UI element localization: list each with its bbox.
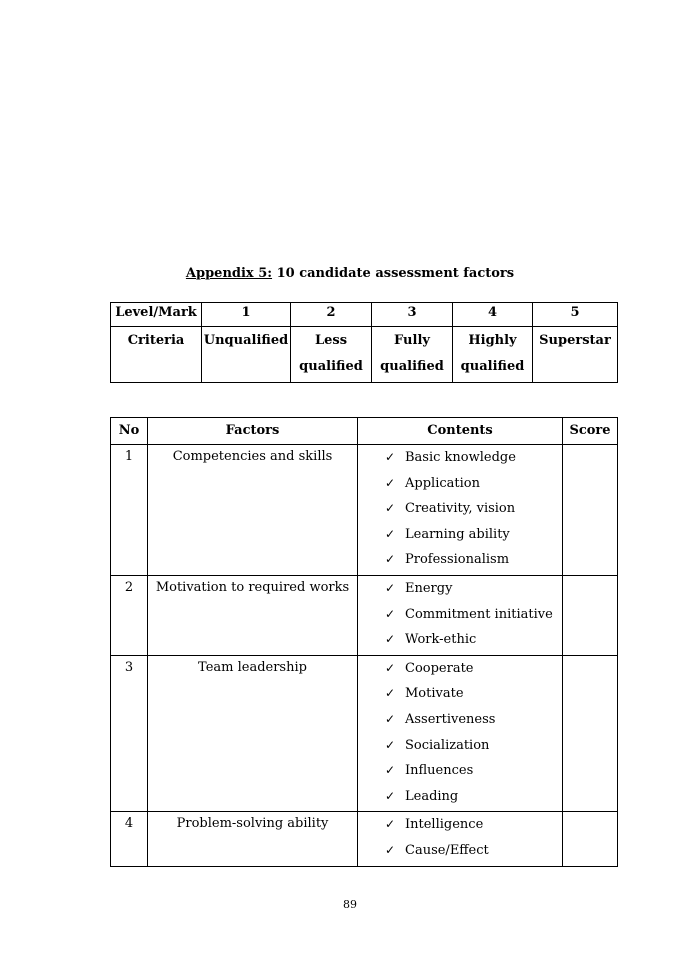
level-cell: 2 xyxy=(291,303,372,327)
content-item-text: Assertiveness xyxy=(405,711,496,727)
table-header-row xyxy=(111,418,618,445)
checkmark-icon: ✓ xyxy=(385,711,396,726)
list-item xyxy=(385,602,562,628)
content-item-text: Basic knowledge xyxy=(405,450,516,465)
table-row xyxy=(111,655,618,812)
checkmark-icon: ✓ xyxy=(385,580,396,595)
criteria-cell: Less qualified xyxy=(291,327,372,383)
contents-list xyxy=(358,445,562,575)
factor-contents xyxy=(358,655,563,812)
assessment-factors-table xyxy=(110,417,618,867)
factor-name: Problem-solving ability xyxy=(148,812,358,866)
factor-number: 2 xyxy=(111,575,148,655)
table-row xyxy=(111,575,618,655)
checkmark-icon: ✓ xyxy=(385,526,396,541)
list-item xyxy=(385,812,562,838)
table-row xyxy=(111,445,618,576)
factor-contents xyxy=(358,575,563,655)
checkmark-icon: ✓ xyxy=(385,842,396,857)
checkmark-icon: ✓ xyxy=(385,606,396,621)
header-score: Score xyxy=(563,418,618,445)
checkmark-icon: ✓ xyxy=(385,450,396,464)
list-item xyxy=(385,733,562,759)
content-item-text: Influences xyxy=(405,763,474,779)
contents-list xyxy=(358,576,562,655)
score-cell[interactable] xyxy=(563,575,618,655)
checkmark-icon: ✓ xyxy=(385,788,396,803)
list-item xyxy=(385,471,562,497)
level-mark-table xyxy=(110,302,618,383)
factor-name: Motivation to required works xyxy=(148,575,358,655)
checkmark-icon: ✓ xyxy=(385,501,396,516)
criteria-cell: Superstar xyxy=(533,327,618,383)
factor-name: Competencies and skills xyxy=(148,445,358,576)
header-contents: Contents xyxy=(358,418,563,445)
checkmark-icon: ✓ xyxy=(385,737,396,752)
content-item-text: Commitment initiative xyxy=(405,606,553,622)
list-item xyxy=(385,576,562,602)
factor-number: 1 xyxy=(111,445,148,576)
level-cell: Level/Mark xyxy=(111,303,202,327)
list-item xyxy=(385,627,562,653)
checkmark-icon: ✓ xyxy=(385,817,396,832)
content-item-text: Cooperate xyxy=(405,660,474,676)
table-row xyxy=(111,812,618,866)
checkmark-icon: ✓ xyxy=(385,475,396,490)
factor-number: 3 xyxy=(111,655,148,812)
checkmark-icon: ✓ xyxy=(385,552,396,567)
content-item-text: Application xyxy=(405,475,480,491)
appendix-title-text: 10 candidate assessment factors xyxy=(276,266,515,281)
checkmark-icon: ✓ xyxy=(385,686,396,701)
score-cell[interactable] xyxy=(563,655,618,812)
contents-list xyxy=(358,656,562,812)
header-no: No xyxy=(111,418,148,445)
list-item xyxy=(385,681,562,707)
content-item-text: Work-ethic xyxy=(405,632,477,648)
content-item-text: Motivate xyxy=(405,686,464,702)
criteria-cell: Unqualified xyxy=(202,327,291,383)
appendix-label: Appendix 5: xyxy=(185,266,273,281)
header-factors: Factors xyxy=(148,418,358,445)
page-number: 89 xyxy=(343,898,357,911)
list-item xyxy=(385,784,562,810)
criteria-cell: Highly qualified xyxy=(453,327,533,383)
level-cell: 3 xyxy=(372,303,453,327)
list-item xyxy=(385,838,562,864)
checkmark-icon: ✓ xyxy=(385,763,396,778)
content-item-text: Energy xyxy=(405,580,453,596)
level-cell: 4 xyxy=(453,303,533,327)
criteria-row xyxy=(111,327,618,383)
checkmark-icon: ✓ xyxy=(385,660,396,675)
factor-contents xyxy=(358,812,563,866)
content-item-text: Socialization xyxy=(405,737,490,753)
criteria-cell: Criteria xyxy=(111,327,202,383)
criteria-cell: Fully qualified xyxy=(372,327,453,383)
factor-name: Team leadership xyxy=(148,655,358,812)
score-cell[interactable] xyxy=(563,812,618,866)
list-item xyxy=(385,445,562,471)
checkmark-icon: ✓ xyxy=(385,632,396,647)
list-item xyxy=(385,758,562,784)
content-item-text: Leading xyxy=(405,788,459,804)
content-item-text: Learning ability xyxy=(405,526,510,542)
level-row xyxy=(111,303,618,327)
list-item xyxy=(385,707,562,733)
content-item-text: Intelligence xyxy=(405,817,484,833)
score-cell[interactable] xyxy=(563,445,618,576)
appendix-title xyxy=(0,266,700,282)
level-cell: 1 xyxy=(202,303,291,327)
factor-contents xyxy=(358,445,563,576)
content-item-text: Professionalism xyxy=(405,552,510,568)
content-item-text: Creativity, vision xyxy=(405,501,516,517)
list-item xyxy=(385,656,562,682)
list-item xyxy=(385,496,562,522)
factor-number: 4 xyxy=(111,812,148,866)
content-item-text: Cause/Effect xyxy=(405,842,489,858)
list-item xyxy=(385,547,562,573)
list-item xyxy=(385,522,562,548)
level-cell: 5 xyxy=(533,303,618,327)
contents-list xyxy=(358,812,562,865)
